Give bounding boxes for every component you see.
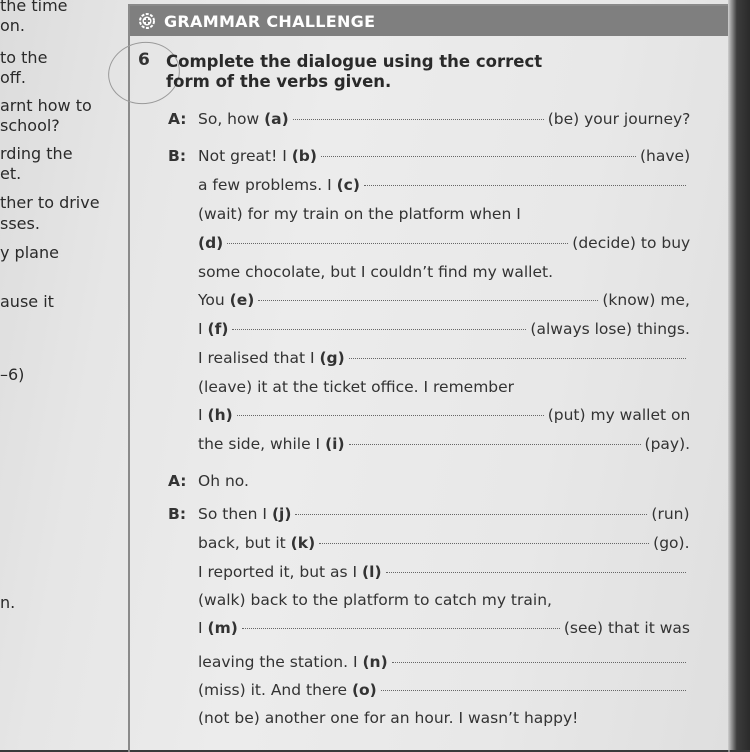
left-text-fragment: et. — [0, 164, 22, 183]
line-text: I — [198, 320, 208, 338]
verb-cue: (put) my wallet on — [547, 406, 691, 424]
line-text: You — [198, 291, 230, 309]
gap-label: (n) — [362, 653, 388, 671]
left-text-fragment: –6) — [0, 365, 25, 384]
dialogue-line — [168, 591, 552, 609]
gap-label: (g) — [319, 349, 345, 367]
verb-cue: (go). — [653, 534, 690, 552]
line-text: I — [198, 619, 208, 637]
answer-blank[interactable] — [386, 572, 686, 573]
gap-label: (d) — [198, 234, 224, 252]
line-text: a few problems. I — [198, 176, 337, 194]
left-text-fragment: to the — [0, 48, 48, 67]
speaker-label: A: — [168, 472, 187, 490]
verb-cue: (see) that it was — [563, 619, 690, 637]
line-text: (walk) back to the platform to catch my train, — [198, 591, 552, 609]
dialogue-line — [168, 320, 690, 338]
verb-cue: (pay). — [644, 435, 691, 453]
answer-blank[interactable] — [321, 156, 636, 157]
left-text-fragment: ause it — [0, 292, 54, 311]
page-edge-shadow — [728, 0, 750, 750]
dialogue-line — [168, 291, 690, 309]
speaker-label: A: — [168, 110, 187, 128]
banner-title: GRAMMAR CHALLENGE — [164, 11, 376, 31]
left-text-fragment: arnt how to — [0, 96, 92, 115]
answer-blank[interactable] — [232, 329, 526, 330]
left-text-fragment: off. — [0, 68, 26, 87]
gap-label: (m) — [207, 619, 238, 637]
line-text: I — [198, 406, 208, 424]
speaker-label: B: — [168, 505, 187, 523]
left-text-fragment: the time — [0, 0, 68, 15]
left-text-fragment: ther to drive — [0, 193, 100, 212]
exercise-number: 6 — [138, 50, 150, 70]
dialogue-line — [168, 534, 690, 552]
dialogue-line — [168, 234, 690, 252]
line-text: back, but it — [198, 534, 291, 552]
gear-plus-icon — [138, 12, 156, 30]
line-text: Oh no. — [198, 472, 249, 490]
speaker-label: B: — [168, 147, 187, 165]
dialogue-line — [168, 435, 690, 453]
answer-blank[interactable] — [381, 690, 686, 691]
gap-label: (c) — [336, 176, 360, 194]
gap-label: (l) — [362, 563, 382, 581]
verb-cue: (be) your journey? — [547, 110, 691, 128]
answer-blank[interactable] — [293, 119, 544, 120]
answer-blank[interactable] — [227, 243, 568, 244]
line-text: (not be) another one for an hour. I wasn’t happy! — [198, 709, 579, 727]
grammar-challenge-box — [128, 4, 730, 752]
answer-blank[interactable] — [349, 444, 641, 445]
dialogue-line — [168, 619, 690, 637]
dialogue-line — [168, 681, 690, 699]
dialogue-line — [168, 406, 690, 424]
line-text: (leave) it at the ticket office. I remember — [198, 378, 515, 396]
grammar-challenge-banner — [130, 6, 728, 36]
gap-label: (j) — [271, 505, 292, 523]
answer-blank[interactable] — [237, 415, 544, 416]
verb-cue: (run) — [651, 505, 690, 523]
dialogue-line — [168, 709, 578, 727]
verb-cue: (know) me, — [602, 291, 690, 309]
gap-label: (a) — [264, 110, 289, 128]
dialogue-line — [168, 263, 553, 281]
dialogue-line — [168, 563, 690, 581]
verb-cue: (have) — [639, 147, 691, 165]
dialogue-line — [168, 147, 690, 165]
answer-blank[interactable] — [295, 514, 647, 515]
line-text: So then I — [198, 505, 272, 523]
line-text: the side, while I — [198, 435, 326, 453]
dialogue-line — [168, 176, 690, 194]
left-column-fragments — [0, 0, 118, 750]
line-text: Not great! I — [198, 147, 292, 165]
answer-blank[interactable] — [364, 185, 686, 186]
exercise-instruction: Complete the dialogue using the correct form of the verbs given. — [166, 52, 543, 91]
line-text: (miss) it. And there — [198, 681, 352, 699]
left-text-fragment: on. — [0, 16, 26, 35]
line-text: (wait) for my train on the platform when I — [198, 205, 521, 223]
answer-blank[interactable] — [258, 300, 598, 301]
line-text: some chocolate, but I couldn’t find my wallet. — [198, 263, 554, 281]
left-text-fragment: school? — [0, 116, 60, 135]
answer-blank[interactable] — [319, 543, 649, 544]
dialogue-line — [168, 110, 690, 128]
dialogue-line — [168, 653, 690, 671]
gap-label: (k) — [290, 534, 316, 552]
gap-label: (h) — [207, 406, 233, 424]
dialogue-line — [168, 505, 690, 523]
dialogue-line — [168, 349, 690, 367]
gap-label: (b) — [291, 147, 317, 165]
dialogue-line — [168, 472, 249, 490]
left-text-fragment: sses. — [0, 214, 40, 233]
gap-label: (i) — [325, 435, 345, 453]
answer-blank[interactable] — [242, 628, 560, 629]
answer-blank[interactable] — [349, 358, 686, 359]
line-text: So, how — [198, 110, 265, 128]
dialogue-line — [168, 205, 521, 223]
left-text-fragment: y plane — [0, 243, 59, 262]
verb-cue: (decide) to buy — [572, 234, 691, 252]
gap-label: (f) — [207, 320, 229, 338]
gap-label: (e) — [229, 291, 255, 309]
left-text-fragment: rding the — [0, 144, 73, 163]
line-text: leaving the station. I — [198, 653, 363, 671]
verb-cue: (always lose) things. — [530, 320, 690, 338]
dialogue-line — [168, 378, 514, 396]
line-text: I reported it, but as I — [198, 563, 363, 581]
gap-label: (o) — [351, 681, 377, 699]
answer-blank[interactable] — [392, 662, 686, 663]
left-text-fragment: n. — [0, 593, 16, 612]
line-text: I realised that I — [198, 349, 320, 367]
